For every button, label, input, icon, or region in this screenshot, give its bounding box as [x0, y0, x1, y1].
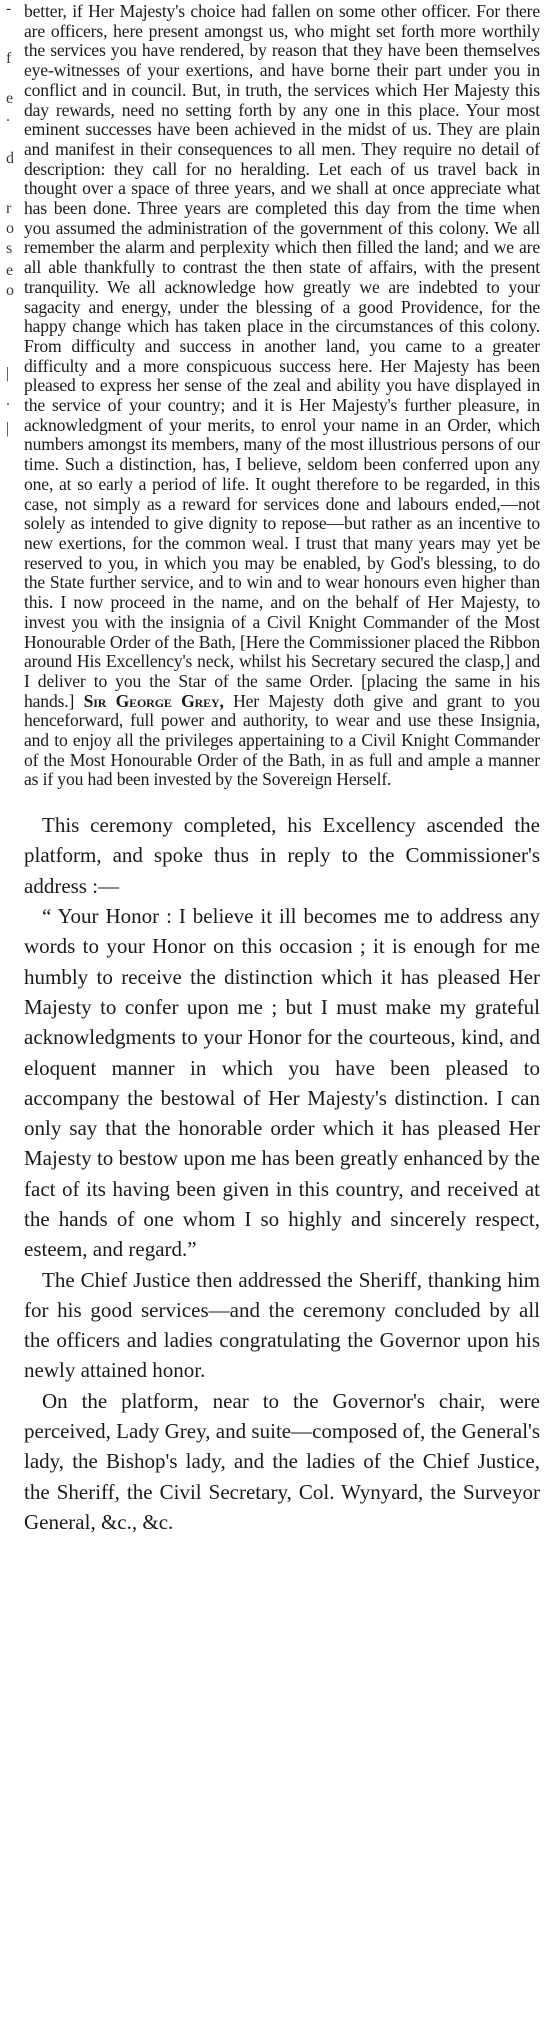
paragraph-platform: On the platform, near to the Governor's chair, were perceived, Lady Grey, and suite—composed of, the General's lady, the Bishop's lady, and the ladies of the Chief Justice, the Sheriff, the Civil Secretary, Col. Wynyard, the Surveyor General, &c., &c.: [24, 1388, 540, 1534]
gutter-mark: f: [6, 50, 12, 67]
paragraph-governor-reply: “ Your Honor : I believe it ill becomes me to address any words to your Honor on this occasion ; it is enough for me humbly to receive the distinction which it has pleased Her Majesty to confer upon me ; but I must make my grateful acknowledgments to your Honor for the courteous, kind, and eloquent manner in which you have been pleased to accompany the bestowal of Her Majesty's distinction. I can only say that the honorable order which it has pleased Her Majesty to bestow upon me has been greatly enhanced by the fact of its having been given in this country, and received at the hands of one whom I so highly and sincerely respect, esteem, and regard.”: [24, 904, 540, 1262]
speech-text-closing: Her Majesty doth give and grant to you henceforward, full power and authority, to wear and use these Insignia, and to enjoy all the privileges appertaining to a Civil Knight Commander of the Most Honourable Order of the Bath, in as full and ample a manner as if you had been invested by the Sovereign Herself.: [24, 690, 541, 790]
speech-text: better, if Her Majesty's choice had fallen on some other officer. For there are officers, here present amongst us, who might set forth more worthily the services you have rendered, by reason that they have been themselves eye-witnesses of your exertions, and have borne their part under you in conflict and in council. But, in truth, the services which Her Majesty this day rewards, need no setting forth by any one in this place. Your most eminent successes have been achieved in the midst of us. They are plain and manifest in their consequences to all men. They require no detail of description: they call for no heralding. Let each of us travel back in thought over a space of three years, and we shall at once appreciate what has been done. Three years are completed this day from the time when you assumed the administration of the government of this colony. We all remember the alarm and perplexity which then filled the land; and we are all able thankfully to contrast the then state of affairs, with the present tranquility. We all acknowledge how greatly we are indebted to your sagacity and energy, under the blessing of a good Providence, for the happy change which has taken place in the circumstances of this colony. From difficulty and success in another land, you came to a greater difficulty and a more conspicuous success here. Her Majesty has been pleased to express her sense of the zeal and ability you have displayed in the service of your country; and it is Her Majesty's further pleasure, in acknowledgment of your merits, to enrol your name in an Order, which numbers amongst its members, many of the most illustrious persons of our time. Such a distinction, has, I believe, seldom been conferred upon any one, at so early a period of life. It ought therefore to be regarded, in this case, not simply as a reward for services done and labours ended,—not solely as intended to give dignity to repose—but rather as an incentive to new exertions, for the common weal. I trust that many years may yet be reserved to you, in which you may be enabled, by God's blessing, to do the State further service, and to win and to wear honours even higher than this. I now proceed in the name, and on the behalf of Her Majesty, to invest you with the insignia of a Civil Knight Commander of the Most Honourable Order of the Bath, [Here the Commissioner placed the Ribbon around His Excellency's neck, whilst his Secretary secured the clasp,] and I deliver to you the Star of the same Order. [placing the same in his hands.]: [24, 1, 540, 711]
paragraph-chief-justice: The Chief Justice then addressed the Sheriff, thanking him for his good services—and the ceremony concluded by all the officers and ladies congratulating the Governor upon his newly attained honor.: [24, 1267, 540, 1383]
gutter-mark: .: [6, 392, 10, 409]
gutter-mark: d: [6, 150, 14, 167]
gutter-mark: -: [6, 0, 12, 17]
commissioner-speech: [24, 0, 540, 790]
gutter-mark: e: [6, 90, 14, 107]
gutter-mark: .: [6, 108, 10, 125]
gutter-mark: e: [6, 262, 14, 279]
gutter-mark: o: [6, 282, 14, 299]
gutter-mark: s: [6, 240, 13, 257]
left-margin-gutter: [0, 0, 20, 2018]
gutter-mark: |: [6, 420, 10, 437]
addressee-name: Sir George Grey,: [83, 690, 224, 711]
gutter-mark: o: [6, 220, 14, 237]
article-column: [24, 0, 540, 1537]
gutter-mark: |: [6, 365, 10, 382]
paragraph-ceremony-completed: This ceremony completed, his Excellency ascended the platform, and spoke thus in reply to the Commissioner's address :—: [24, 813, 540, 898]
article-body: [24, 810, 540, 1537]
gutter-mark: r: [6, 200, 12, 217]
